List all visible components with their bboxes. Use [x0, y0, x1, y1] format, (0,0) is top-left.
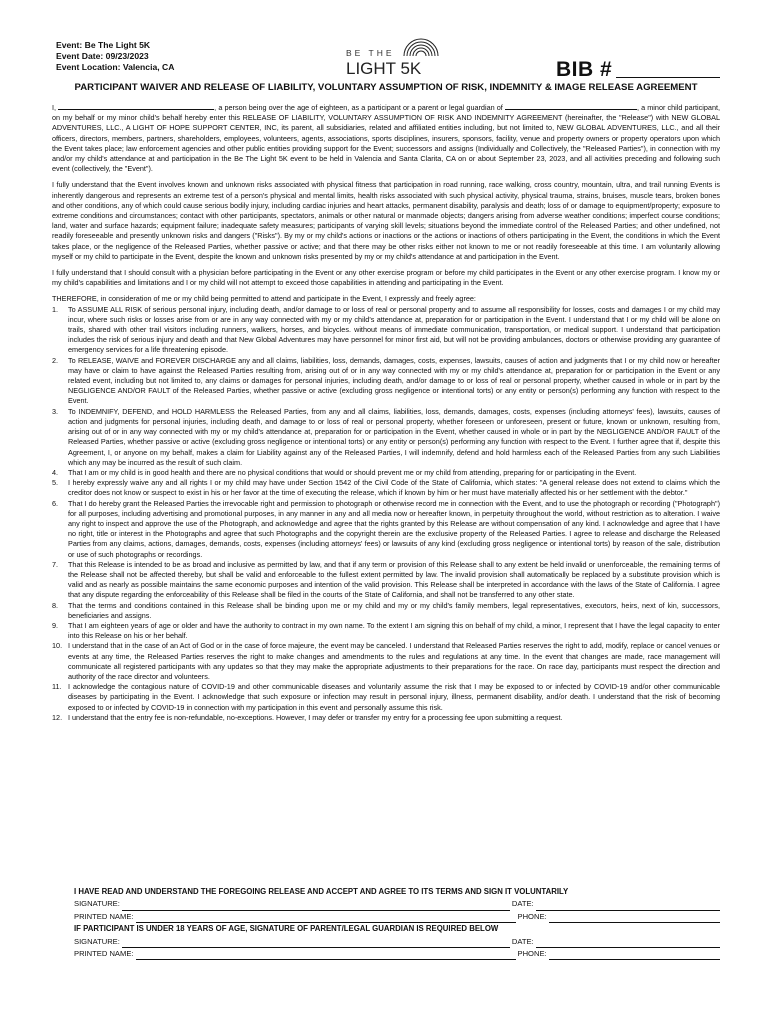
clause-number: 8.	[52, 600, 59, 610]
phone-label: PHONE:	[517, 911, 547, 921]
clause-text: I acknowledge the contagious nature of COVID-19 and other communicable diseases and voluntarily assume the risk that I may be exposed to or infected by COVID-19 and/or other communicable diseases by participating in the Event. I acknowledge that such exposure or infection may result in personal injury, illness, permanent disability, and/or death. I understand that the risk of becoming exposed to or infected by COVID-19 in connection with my participation in this event and personally assume this risk.	[68, 682, 720, 712]
guardian-date-field[interactable]	[536, 939, 720, 948]
intro-text-2: , a person being over the age of eighteen, as a participant or a parent or legal guardian of	[214, 103, 503, 112]
clause-text: I hereby expressly waive any and all rights I or my child may have under Section 1542 of the Civil Code of the State of California, which states: "A general release does not extend to claims which the creditor does not know or suspect to exist in his or her favor at the time of executing the release, which if known by him or her must have materially affected his or her settlement with the debtor."	[68, 478, 720, 498]
clause-item	[52, 305, 720, 356]
minor-signature-heading: IF PARTICIPANT IS UNDER 18 YEARS OF AGE, SIGNATURE OF PARENT/LEGAL GUARDIAN IS REQUIRED BELOW	[74, 924, 499, 934]
clause-text: I understand that the entry fee is non-refundable, no-exceptions. However, I may defer or transfer my entry for a processing fee upon submitting a request.	[68, 712, 563, 722]
document-title: PARTICIPANT WAIVER AND RELEASE OF LIABILITY, VOLUNTARY ASSUMPTION OF RISK, INDEMNITY & IMAGE RELEASE AGREEMENT	[74, 82, 698, 93]
adult-phone-field[interactable]	[549, 914, 720, 923]
clause-text: That this Release is intended to be as broad and inclusive as permitted by law, and that if any term or provision of this Release shall to any extent be held invalid or unenforceable, the remaining terms of the Release shall not be affected thereby, but shall be valid and enforceable to the fullest extent permitted by law. The invalid provision shall automatically be replaced by a substitute provision which is valid and as nearly as possible maintains the same economic purposes and intention of the valid provision. This Release shall be interpreted in accordance with the laws of the State of California. I agree that any dispute regarding the enforceability of this Release shall be filed in the courts of the State of California, and shall not be transferred to any other state.	[68, 559, 720, 600]
bib-label: BIB #	[556, 58, 613, 81]
clause-text: To ASSUME ALL RISK of serious personal injury, including death, and/or damage to or loss of real or personal property and to assume all responsibility for losses, costs and damages I or my child may incur, where such risks or losses arise from or are in any way connected with my or my child's attendance at, preparation for or participation in the Event. I understand that I or my child will be alone on trails, shared with other trail visitors including runners, walkers, horses, and bicycles. without means of immediate communication, transportation, or medical support. I understand that participation includes the risk of serious injury and death and that New Global Adventures may have personnel for minor first aid, but will not be providing ambulances, doctors or otherwise providing any guarantee of emergency services for a life threatening episode.	[68, 304, 720, 355]
clause-item	[52, 560, 720, 601]
event-name: Event: Be The Light 5K	[56, 40, 151, 50]
clause-item	[52, 621, 720, 641]
adult-signature-field[interactable]	[122, 902, 510, 911]
clause-number: 12.	[52, 712, 63, 722]
logo-text-top: BE THE	[346, 48, 395, 58]
event-date: Event Date: 09/23/2023	[56, 51, 149, 61]
guardian-signature-field[interactable]	[122, 939, 510, 948]
clause-text: That I am or my child is in good health and there are no physical conditions that would or should prevent me or my child from attending, preparing for or participating in the Event.	[68, 467, 637, 477]
guardian-signature-row	[74, 936, 720, 948]
clause-text: To INDEMNIFY, DEFEND, and HOLD HARMLESS the Released Parties, from any and all claims, liabilities, loss, demands, damages, costs, expenses (including attorneys' fees), lawsuits, causes of action and judgments for personal injuries, including death, and damage to or loss of real or personal property, whether foreseen or unforeseen, present or future, known or unknown, resulting from, arising out of or in any way connected with my or my child's attendance at, preparation for or participation in the Event, whether caused in whole or in part by the NEGLIGENCE AND/OR FAULT of the Released Parties, whether passive or active (excluding gross negligence or intentional torts) or any entity or person(s) performing any function with respect to the Event. I further agree that if, despite this Agreement, I, or anyone on my behalf, makes a claim for Liability against any of the Released Parties, I will indemnify, defend and hold harmless each of the Released Parties from any such Liabilities which any may be incurred as the result of such claim.	[68, 406, 720, 467]
clause-number: 5.	[52, 478, 59, 488]
adult-date-field[interactable]	[536, 902, 720, 911]
clause-text: I understand that in the case of an Act of God or in the case of force majeure, the event may be canceled. I understand that Released Parties reserves the right to add, modify, replace or cancel venues or events at any time, the Released Parties reserves the right to make changes and amendments to the rules and regulations at any time. In the event that changes are made, race management will communicate all registered participants with any updates so that they may make the appropriate adjustments to their preparations for the race. On race day, participants must respect the direction and authority of the race director and volunteers.	[68, 641, 720, 681]
adult-signature-heading: I HAVE READ AND UNDERSTAND THE FOREGOING RELEASE AND ACCEPT AND AGREE TO ITS TERMS AND SIGN IT VOLUNTARILY	[74, 887, 569, 896]
clause-item	[52, 356, 720, 407]
clause-text: That the terms and conditions contained in this Release shall be binding upon me or my child and my or my child's family members, legal representatives, executors, heirs, next of kin, successors, beneficiaries and assigns.	[68, 600, 720, 620]
minor-name-blank[interactable]	[505, 102, 637, 110]
clause-item	[52, 407, 720, 468]
clause-text: That I do hereby grant the Released Parties the irrevocable right and permission to photograph or otherwise record me in connection with the Event, and to use the photograph or recording ("Photograph") for all purposes, including advertising and promotional purposes, in any manner in any and all media now or hereafter known, in perpetuity throughout the world, without restriction as to alteration. I waive any right to inspect and approve the use of the Photograph, and acknowledge and agree that the rights granted by this Release are without compensation of any kind. I acknowledge and agree that I have no right, title or interest in the Photographs and agree that such Photographs and the copyright therein are the exclusive property of the Released Parties. I agree to release and discharge the Released Parties from any claims, actions, damages, demands, costs, expenses (including attorneys' fees) or lawsuits of any kind (excluding gross negligence or intentional torts) by reason of the sale, distribution or use of such photographs or recordings.	[68, 498, 720, 559]
clause-number: 7.	[52, 559, 59, 569]
clause-item	[52, 641, 720, 682]
physician-paragraph: I fully understand that I should consult with a physician before participating in the Event or any other exercise program or before my child participates in the Event or any other exercise program. I know my or my child's capabilities and limitations and I or my child will not attempt to exceed those capabilities in attending and participating in the Event.	[52, 268, 720, 288]
clause-number: 9.	[52, 620, 59, 630]
adult-name-row	[74, 911, 720, 923]
clause-item	[52, 601, 720, 621]
risks-paragraph: I fully understand that the Event involves known and unknown risks associated with physical fitness that participation in road running, race walking, cross country, mountain, ultra, and trail running Events is inherently dangerous and represents an extreme test of a person's physical and mental limits, health risks associated with such physical activity, physical trauma, strains, bruises, muscle tears, broken bones and other conditions, any of which could cause serious bodily injury, including cardiac injuries and heart attacks, permanent disability, paralysis and death; loss of or damage to equipment/property; exposure to extreme conditions and circumstances; contact with other participants, spectators, animals or other natural or manmade objects; dangers arising from adverse weather conditions; imperfect course conditions; land, water and surface hazards; equipment failure; inadequate safety measures; participants of varying skill levels; situations beyond the immediate control of the Released Parties; and other undefined, not readily foreseeable and presently unknown risks and dangers ("Risks"). By my or my child's actions or inactions or the actions or inactions of others participating in the Event, the conditions in which the Event takes place, or the negligence of the Released Parties, whether passive or active; and that there may be other risks either not known to me or not readily foreseeable at this time. I am voluntarily allowing myself or my child to participate in the Event, despite the known and unknown risks presented by my or my child's attendance at and participation in the Event.	[52, 180, 720, 261]
clause-number: 11.	[52, 682, 62, 692]
clause-number: 6.	[52, 498, 59, 508]
date-label: DATE:	[511, 936, 534, 946]
event-location: Event Location: Valencia, CA	[56, 62, 175, 72]
therefore-paragraph: THEREFORE, in consideration of me or my child being permitted to attend and participate in the Event, I expressly and freely agree:	[52, 294, 476, 304]
signature-section	[74, 886, 720, 960]
date-label: DATE:	[511, 899, 534, 909]
document-body	[52, 102, 720, 723]
clause-text: That I am eighteen years of age or older and have the authority to contract in my own name. To the extent I am signing this on behalf of my child, a minor, I represent that I have the legal capacity to enter into this Release on his or her behalf.	[68, 620, 720, 641]
bib-line	[616, 61, 720, 78]
clause-list	[52, 305, 720, 723]
clause-number: 3.	[52, 406, 59, 416]
clause-number: 4.	[52, 467, 59, 477]
clause-number: 1.	[52, 304, 59, 314]
clause-number: 2.	[52, 355, 59, 365]
intro-paragraph	[52, 102, 720, 174]
intro-text-1: I,	[52, 103, 57, 112]
phone-label: PHONE:	[517, 949, 547, 959]
adult-signature-row	[74, 898, 720, 910]
guardian-name-row	[74, 948, 720, 960]
guardian-printed-name-field[interactable]	[136, 951, 516, 960]
clause-item	[52, 499, 720, 560]
signature-label: SIGNATURE:	[74, 899, 120, 909]
clause-item	[52, 713, 720, 723]
clause-item	[52, 478, 720, 498]
logo-text-bottom: LIGHT 5K	[346, 59, 422, 78]
intro-text-3: , a minor child participant, on my behalf or my minor child's behalf hereby enter this RELEASE OF LIABILITY, VOLUNTARY ASSUMPTION OF RISK AND INDEMNITY AGREEMENT (hereinafter, the "Release") with NEW GLOBAL ADVENTURES, LLC., A LIGHT OF HOPE SUPPORT CENTER, INC, its parent, all subsidiaries, related and affiliated entities including, but not limited to, NEW GLOBAL ADVENTURES, LLC., and all their officers, directors, members, partners, shareholders, employees, volunteers, agents, associations, sports disciplines, insurers, sponsors, facility, venue and property owners or property operators upon which the Event takes place; law enforcement agencies and other public entities providing support for the Event; successors and assigns (Individually and Collectively, the "Released Parties"), in connection with my and/or my child's attendance at and participation in the Be The Light 5K event to be held in Valencia and Santa Clarita, CA on or about September 23, 2023, and all activities preceding and following such event (collectively, the "Event").	[52, 103, 721, 174]
clause-item	[52, 468, 720, 478]
printed-name-label: PRINTED NAME:	[74, 949, 134, 959]
be-the-light-logo	[344, 34, 454, 80]
guardian-phone-field[interactable]	[549, 951, 720, 960]
clause-text: To RELEASE, WAIVE and FOREVER DISCHARGE any and all claims, liabilities, loss, demands, damages, costs, expenses, lawsuits, causes of action and judgments that I or my child now or hereafter may have or claim to have against the Released Parties resulting from, arising out of or in any way connected with my or my child's attendance at, preparation for or participation in the Event or any related event, including but not limited to, any claims or damages for personal injuries, including death, and/or damage to or loss of real or personal property, whether caused in whole or in part by the NEGLIGENCE AND/OR FAULT of the Released Parties, whether passive or active (excluding gross negligence or intentional torts) or any entity or person(s) performing any function with respect to the Event.	[68, 355, 720, 406]
clause-number: 10.	[52, 641, 63, 651]
signature-label: SIGNATURE:	[74, 936, 120, 946]
adult-printed-name-field[interactable]	[136, 914, 516, 923]
printed-name-label: PRINTED NAME:	[74, 911, 134, 921]
participant-name-blank[interactable]	[58, 102, 214, 110]
clause-item	[52, 682, 720, 713]
bib-number-field[interactable]	[556, 58, 720, 82]
event-info	[56, 40, 174, 73]
